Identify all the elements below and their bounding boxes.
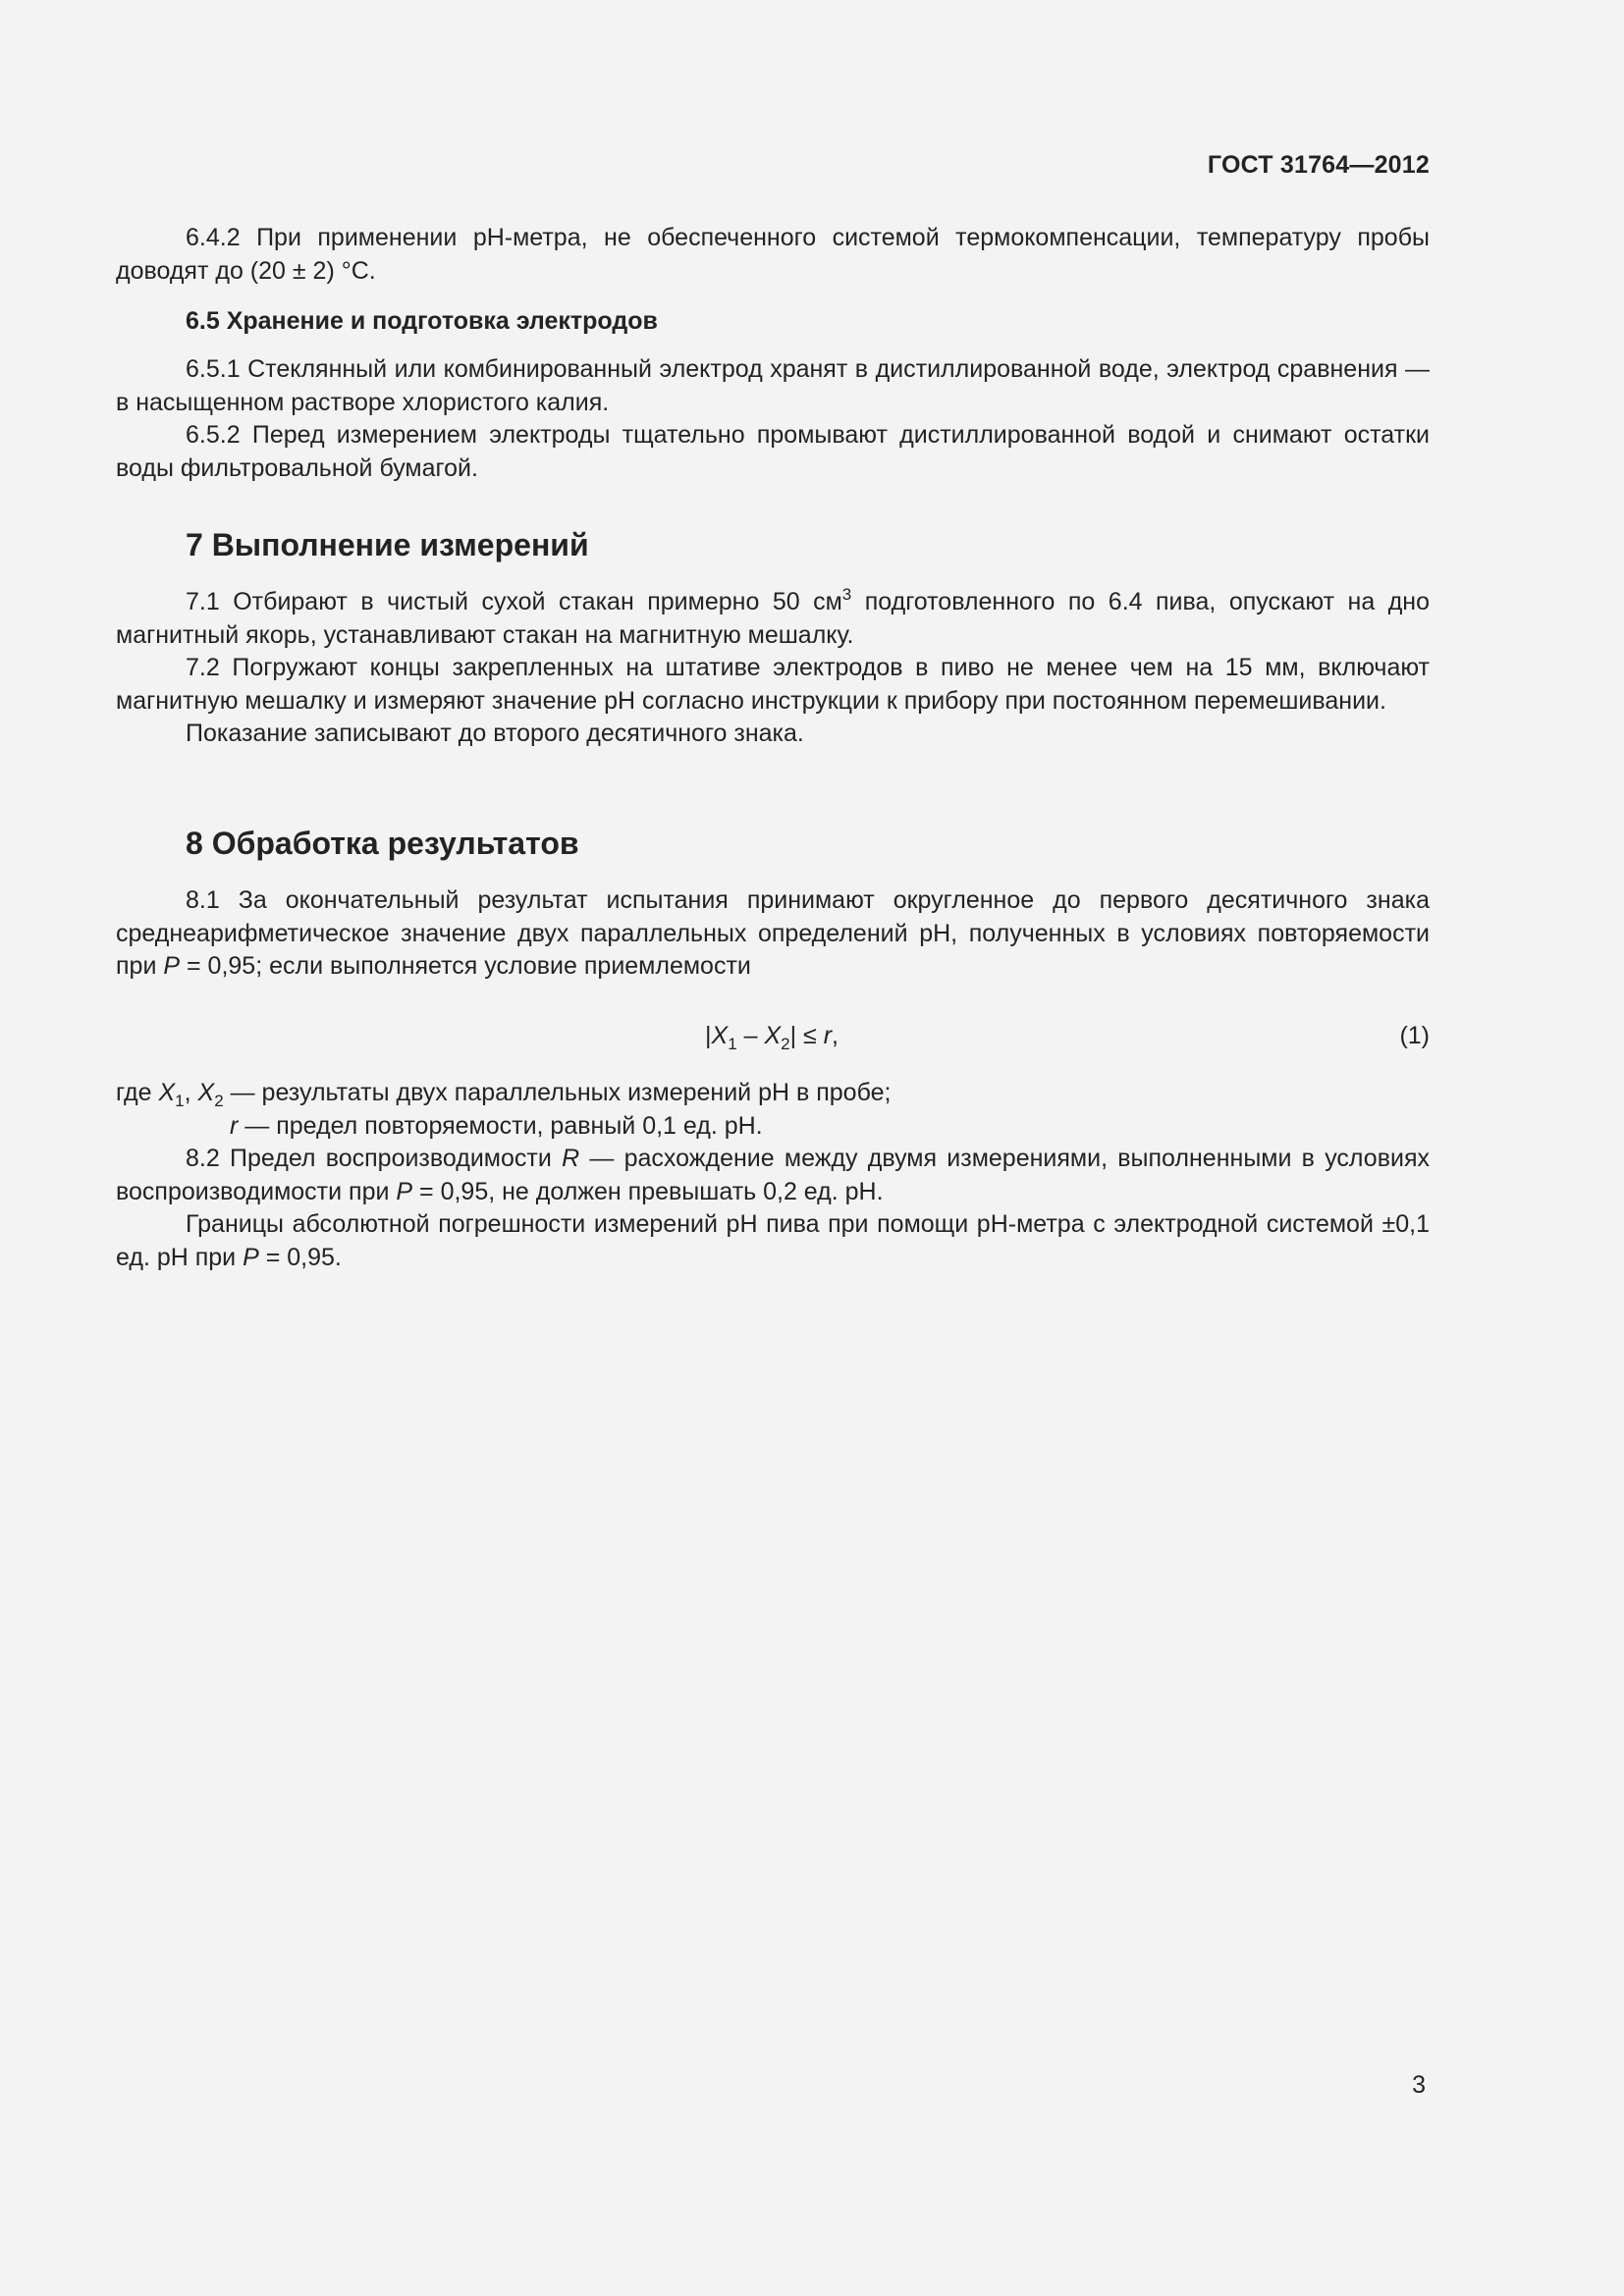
document-page [116,0,1430,2296]
section-6-5 [116,305,1430,339]
paragraph-6-5-2: 6.5.2 Перед измерением электроды тщательно промывают дистиллированной водой и снимают остатки воды фильтровальной бумагой. [116,421,1430,482]
page-number: 3 [1412,2071,1426,2099]
paragraph-7-2-note: Показание записывают до второго десятичного знака. [186,720,804,747]
formula-1: $|X_1 - X_2| \le r$, [705,1022,839,1053]
section-6-4-2 [116,222,1430,288]
paragraph-6-5-1: 6.5.1 Стеклянный или комбинированный электрод хранят в дистиллированной воде, электрод сравнения — в насыщенном растворе хлористого калия. [116,355,1430,416]
formula-row [116,1022,1430,1061]
where-line-r: r — предел повторяемости, равный 0,1 ед. pH. [230,1111,763,1140]
paragraph-7-2: 7.2 Погружают концы закрепленных на штативе электродов в пиво не менее чем на 15 мм, включают магнитную мешалку и измеряют значение pH согласно инструкции к прибору при постоянном перемешивании. [116,654,1430,715]
paragraph-6-4-2: 6.4.2 При применении pH-метра, не обеспеченного системой термокомпенсации, температуру пробы доводят до (20 ± 2) °С. [116,224,1430,285]
standard-header: ГОСТ 31764—2012 [1207,151,1430,179]
paragraph-8-1: 8.1 За окончательный результат испытания принимают округленное до первого десятичного знака среднеарифметическое значение двух параллельных определений pH, полученных в условиях повторяемости при P = 0,95; если выполняется условие приемлемости [116,886,1430,980]
section-7 [116,525,1430,564]
heading-7: 7 Выполнение измерений [186,527,589,562]
paragraph-8-2: 8.2 Предел воспроизводимости R — расхождение между двумя измерениями, выполненными в условиях воспроизводимости при P = 0,95, не должен превышать 0,2 ед. pH. [116,1145,1430,1205]
subheading-6-5: 6.5 Хранение и подготовка электродов [186,307,658,335]
paragraph-8-3: Границы абсолютной погрешности измерений pH пива при помощи pH-метра с электродной системой ±0,1 ед. pH при P = 0,95. [116,1210,1430,1271]
heading-8: 8 Обработка результатов [186,826,579,861]
section-8-1 [116,884,1430,984]
section-6-5-paragraphs [116,353,1430,485]
where-line-x: где $X_1$, $X_2$ — результаты двух параллельных измерений pH в пробе; [116,1079,892,1110]
equation-number: (1) [1399,1022,1430,1049]
section-8 [116,824,1430,863]
formula-explanation [116,1077,1430,1143]
paragraph-7-1: 7.1 Отбирают в чистый сухой стакан примерно 50 $см^3$ подготовленного по 6.4 пива, опускают на дно магнитный якорь, устанавливают стакан на магнитную мешалку. [116,585,1430,649]
section-8-2 [116,1143,1430,1274]
section-7-paragraphs [116,586,1430,751]
